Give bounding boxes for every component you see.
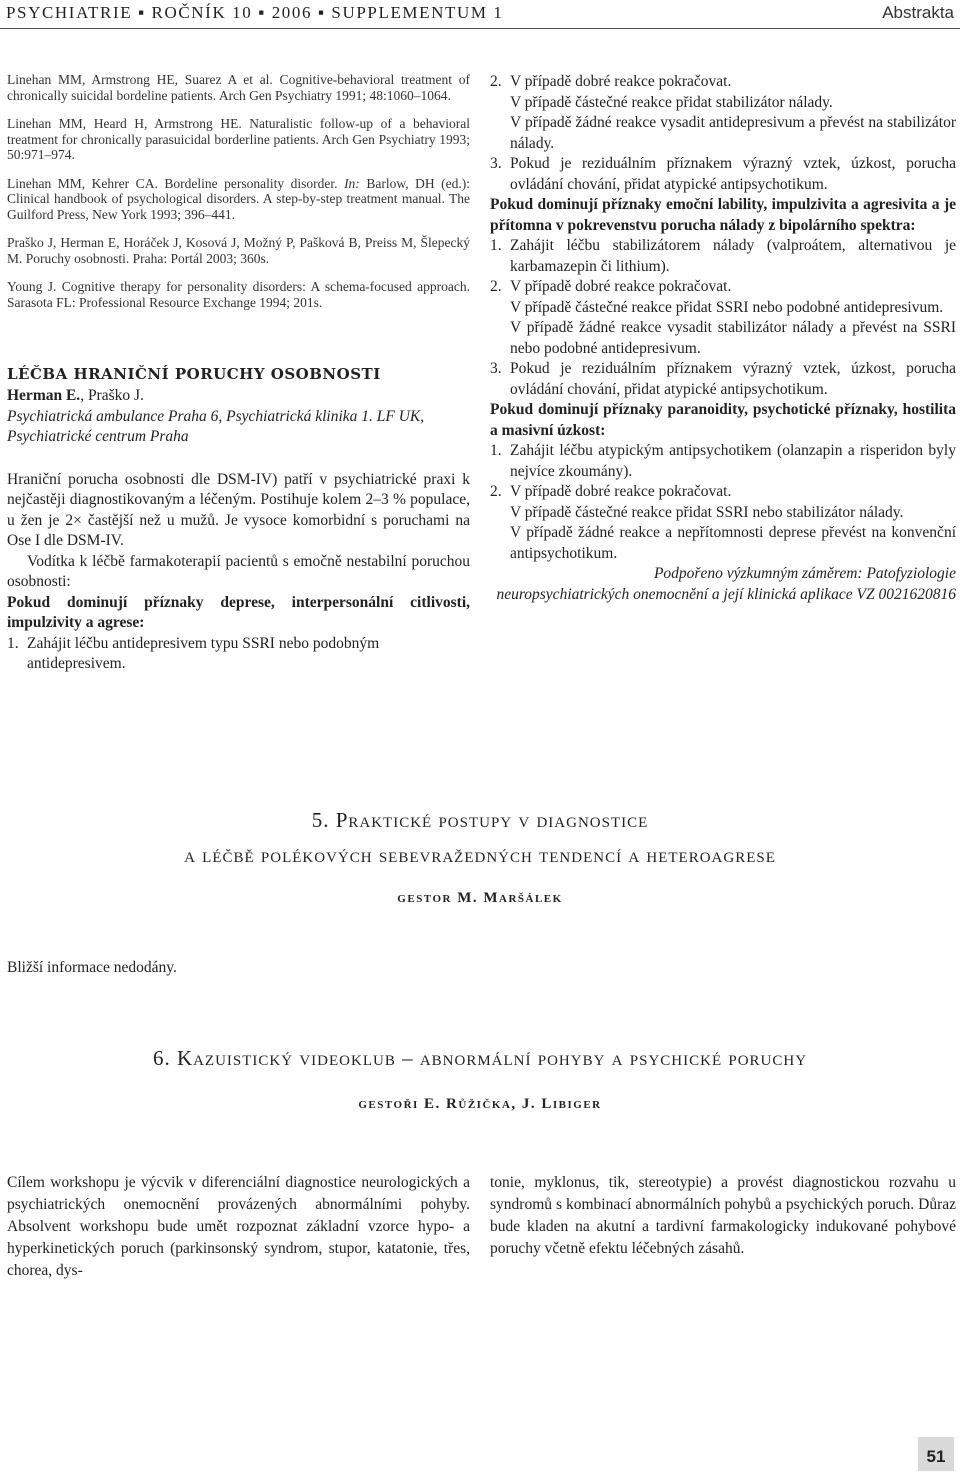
- subheading-lability: Pokud dominují příznaky emoční lability, impulzivita a agresivita a je přítomna v pokrevenstvu porucha nálady z bipolárního spektra:: [490, 196, 956, 234]
- page-header: [0, 0, 960, 26]
- reference-item: Young J. Cognitive therapy for personality disorders: A schema-focused approach. Sarasota FL: Professional Resource Exchange 1994; 201s.: [7, 279, 470, 310]
- section6-gestors: gestoři E. Růžička, J. Libiger: [358, 1096, 602, 1112]
- reference-item: Praško J, Herman E, Horáček J, Kosová J, Možný P, Pašková B, Preiss M, Šlepecký M. Poruchy osobnosti. Praha: Portál 2003; 360s.: [7, 235, 470, 266]
- section5-note: Bližší informace nedodány.: [7, 959, 177, 976]
- section-label: Abstrakta: [882, 3, 954, 22]
- section6-title: 6. Kazuistický videoklub – abnormální pohyby a psychické poruchy: [152, 1046, 808, 1070]
- header-divider: [0, 28, 960, 29]
- left-column: [7, 72, 470, 675]
- list-item: 1. Zahájit léčbu atypickým antipsychotikem (olanzapin a risperidon byly nejvíce zkoumány).: [490, 442, 956, 480]
- funding-note: Podpořeno výzkumným záměrem: Patofyziologie neuropsychiatrických onemocnění a její klinická aplikace VZ 0021620816: [496, 565, 956, 603]
- affiliation: Psychiatrická ambulance Praha 6, Psychiatrická klinika 1. LF UK, Psychiatrické centrum Praha: [7, 407, 425, 445]
- journal-title: PSYCHIATRIE ▪ ROČNÍK 10 ▪ 2006 ▪ SUPPLEMENTUM 1: [6, 3, 504, 22]
- page-number: 51: [918, 1437, 954, 1471]
- guideline-intro: Vodítka k léčbě farmakoterapií pacientů s emočně nestabilní poruchou osobnosti:: [7, 552, 470, 590]
- intro-paragraph: Hraniční porucha osobnosti dle DSM-IV) patří v psychiatrické praxi k nejčastěji diagnostikovaným a léčeným. Postihuje kolem 2–3 % populace, u žen je 2× častější než u mužů. Je vysoce komorbidní s poruchami na Ose I dle DSM-IV.: [7, 470, 470, 549]
- list-item: 2. V případě dobré reakce pokračovat. V případě částečné reakce přidat SSRI nebo podobné antidepresivum. V případě žádné reakce vysadit stabilizátor nálady a převést na SSRI nebo podobné antidepresivum.: [490, 278, 956, 357]
- section5-title-line2: a léčbě polékových sebevražedných tendencí a heteroagrese: [184, 843, 776, 867]
- section5-gestor: gestor M. Maršálek: [397, 890, 563, 906]
- list-item: 1. Zahájit léčbu stabilizátorem nálady (valproátem, alternativou je karbamazepin či lithium).: [490, 237, 956, 275]
- section6-text-left: Cílem workshopu je výcvik v diferenciální diagnostice neurologických a psychiatrických onemocnění provázených abnormálními pohyby. Absolvent workshopu bude umět rozpoznat základní vzorce hypo- a hyperkinetických poruch (parkinsonský syndrom, stupor, katatonie, třes, chorea, dys-: [7, 1174, 470, 1279]
- list-item: 3. Pokud je reziduálním příznakem výrazný vztek, úzkost, porucha ovládání chování, přidat atypické antipsychotikum.: [490, 155, 956, 193]
- subheading-depression: Pokud dominují příznaky deprese, interpersonální citlivosti, impulzivity a agrese:: [7, 593, 470, 631]
- reference-item: Linehan MM, Kehrer CA. Bordeline personality disorder. In: Barlow, DH (ed.): Clinical handbook of psychological disorders. A step-by-step treatment manual. The Guilford Press, New York 1993; 396–441.: [7, 175, 471, 222]
- subheading-paranoia: Pokud dominují příznaky paranoidity, psychotické příznaky, hostilita a masivní úzkost:: [490, 401, 956, 439]
- list-item: 3. Pokud je reziduálním příznakem výrazný vztek, úzkost, porucha ovládání chování, přidat atypické antipsychotikum.: [490, 360, 956, 398]
- reference-item: Linehan MM, Armstrong HE, Suarez A et al. Cognitive-behavioral treatment of chronically suicidal bordeline patients. Arch Gen Psychiatry 1991; 48:1060–1064.: [7, 72, 470, 103]
- authors: Herman E., Praško J.: [7, 387, 144, 404]
- list-item: 1. Zahájit léčbu antidepresivem typu SSRI nebo podobným antidepresivem.: [7, 634, 380, 672]
- right-column: [490, 72, 956, 605]
- section6-text-right: tonie, myklonus, tik, stereotypie) a provést diagnostickou rozvahu u syndromů s kombinací abnormálních pohybů a psychických poruch. Důraz bude kladen na akutní a tardivní farmakologicky indukované pohybové poruchy včetně efektu léčebných zásahů.: [490, 1174, 956, 1257]
- list-item: 2. V případě dobré reakce pokračovat. V případě částečné reakce přidat SSRI nebo stabilizátor nálady. V případě žádné reakce a nepřítomnosti deprese převést na konvenční antipsychotikum.: [490, 483, 956, 562]
- abstract-title: LÉČBA HRANIČNÍ PORUCHY OSOBNOSTI: [7, 365, 381, 383]
- list-item: 2. V případě dobré reakce pokračovat. V případě částečné reakce přidat stabilizátor nálady. V případě žádné reakce vysadit antidepresivum a převést na stabilizátor nálady.: [490, 73, 956, 152]
- section5-title-line1: 5. Praktické postupy v diagnostice: [311, 808, 649, 832]
- reference-item: Linehan MM, Heard H, Armstrong HE. Naturalistic follow-up of a behavioral treatment for chronically parasuicidal borderline patients. Arch Gen Psychiatry 1993; 50:971–974.: [7, 116, 470, 162]
